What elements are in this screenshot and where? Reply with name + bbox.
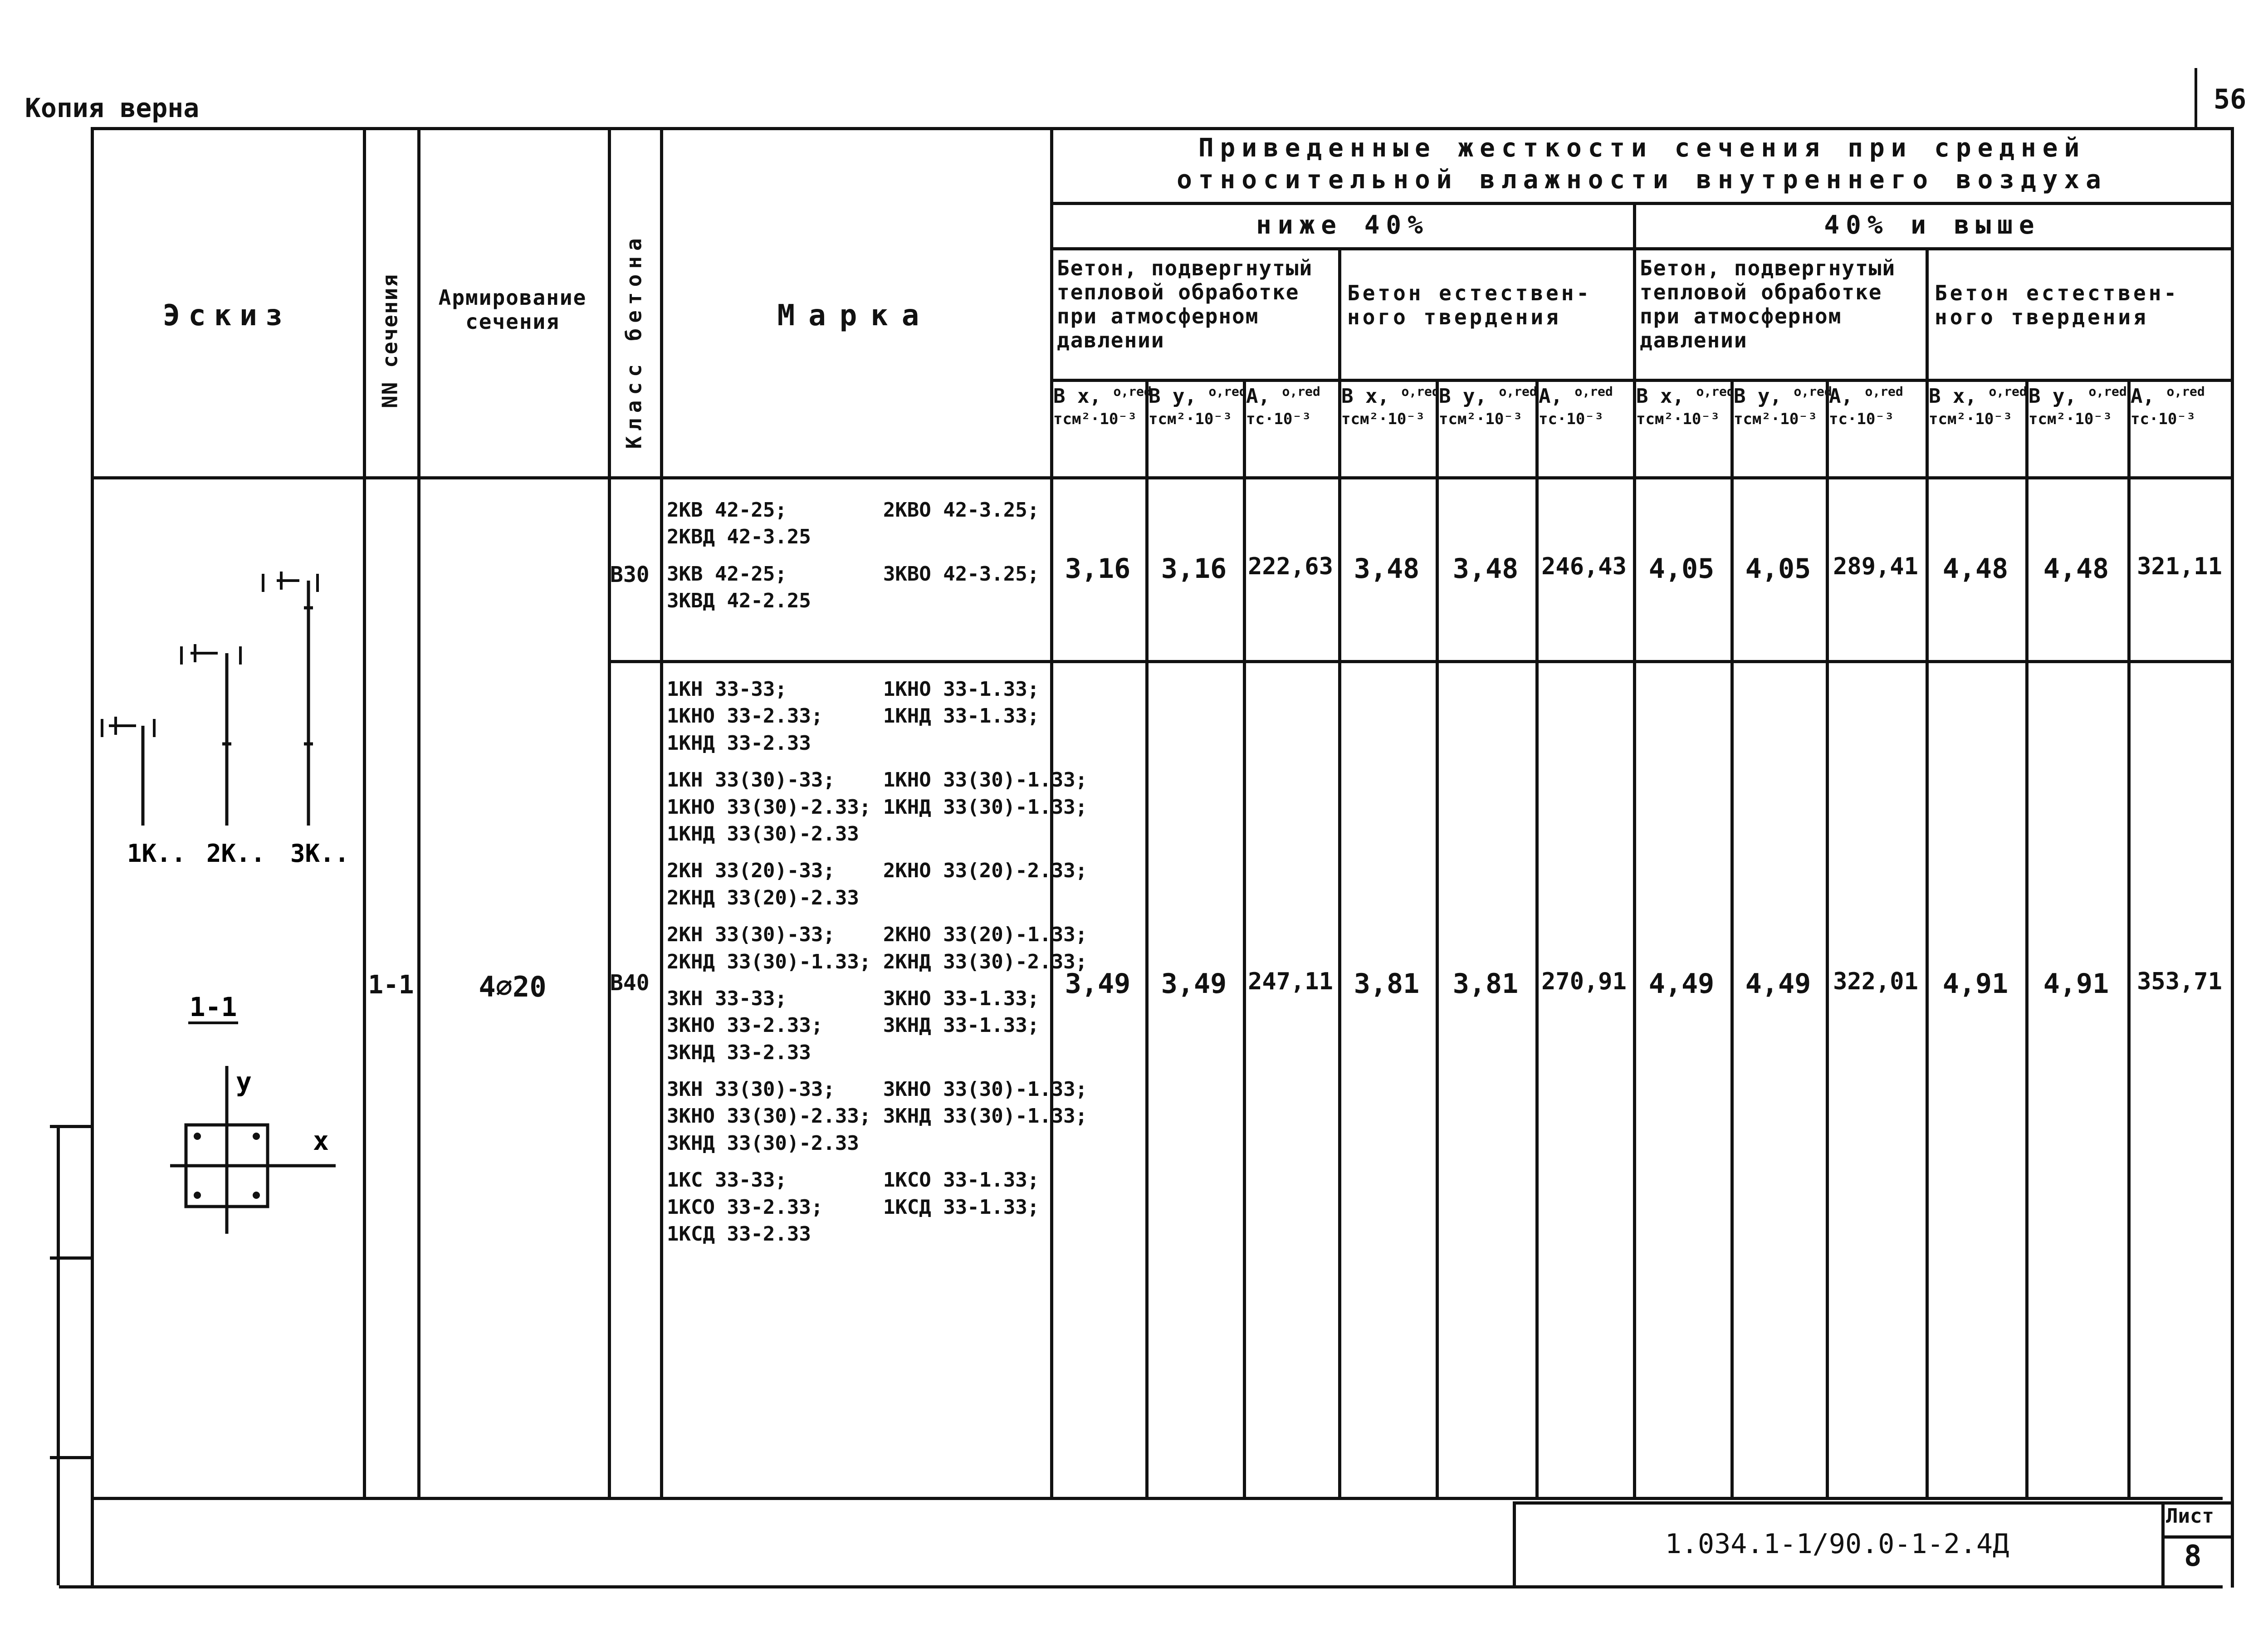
humidity-bottom bbox=[1050, 247, 2234, 250]
unit-header-col-10 bbox=[1929, 383, 2027, 429]
heat-treated-label-1 bbox=[1057, 256, 1313, 352]
unit-superscript: o,red bbox=[1574, 384, 1613, 399]
heat-treated-line-1: Бетон, подвергнутый bbox=[1640, 256, 1896, 280]
natural-label-2 bbox=[1935, 281, 2179, 329]
unit-symbol bbox=[1829, 383, 1903, 409]
stiffness-value: 321,11 bbox=[2137, 553, 2222, 580]
mark-line: 1КСО 33-2.33; 1КСД 33-1.33; bbox=[667, 1195, 1040, 1219]
unit-header-col-4 bbox=[1341, 383, 1440, 429]
heat-treated-line-2: тепловой обработке bbox=[1057, 279, 1300, 304]
unit-superscript: o,red bbox=[1696, 384, 1735, 399]
unit-text: тсм²·10⁻³ bbox=[1439, 410, 1523, 429]
stamp-sheet-label: Лист bbox=[2166, 1505, 2214, 1528]
unit-superscript: o,red bbox=[1989, 384, 2027, 399]
stiffness-value: 4,49 bbox=[1648, 968, 1715, 1000]
stiffness-value: 289,41 bbox=[1833, 553, 1918, 580]
unit-text: тс·10⁻³ bbox=[1539, 410, 1604, 429]
cross-section-drawing bbox=[170, 1066, 336, 1234]
heat-treated-label-2 bbox=[1640, 256, 1896, 352]
unit-superscript: o,red bbox=[2166, 384, 2205, 399]
sketch-section-label: 1-1 bbox=[189, 992, 237, 1022]
unit-symbol bbox=[1246, 383, 1320, 409]
mark-line: 2КНД 33(30)-1.33; 2КНД 33(30)-2.33; bbox=[667, 950, 1088, 973]
unit-superscript: o,red bbox=[1865, 384, 1903, 399]
mark-line: 2КН 33(30)-33; 2КНО 33(20)-1.33; bbox=[667, 923, 1088, 947]
unit-symbol-text: B x, bbox=[1636, 385, 1696, 408]
section-number: 1-1 bbox=[368, 970, 414, 1000]
humidity-above40: 40% и выше bbox=[1824, 210, 2041, 240]
unit-header-col-2 bbox=[1149, 383, 1247, 429]
unit-symbol-text: B y, bbox=[1734, 385, 1794, 408]
mark-line: 2КВ 42-25; 2КВО 42-3.25; bbox=[667, 498, 1040, 522]
heat-treated-line-4: давлении bbox=[1640, 327, 1748, 352]
unit-header-col-5 bbox=[1439, 383, 1537, 429]
stiffness-value: 3,48 bbox=[1452, 553, 1519, 585]
stamp-sheet-line bbox=[2161, 1535, 2232, 1539]
heat-treated-line-3: при атмосферном bbox=[1057, 303, 1259, 328]
unit-symbol bbox=[1539, 383, 1613, 409]
unit-symbol-text: A, bbox=[2131, 385, 2167, 408]
binding-tick-2 bbox=[50, 1256, 91, 1260]
stiffness-value: 222,63 bbox=[1248, 553, 1333, 580]
axis-x-label: x bbox=[313, 1125, 329, 1156]
heat-treated-line-3: при атмосферном bbox=[1640, 303, 1842, 328]
stiffness-value: 353,71 bbox=[2137, 968, 2222, 995]
stiffness-value: 4,91 bbox=[1942, 968, 2009, 1000]
reinforcement-value: 4⌀20 bbox=[479, 970, 547, 1003]
frame-right bbox=[2231, 127, 2234, 1588]
unit-symbol bbox=[1439, 383, 1537, 409]
unit-symbol-text: A, bbox=[1539, 385, 1575, 408]
unit-superscript: o,red bbox=[1794, 384, 1832, 399]
mark-line: 1КН 33(30)-33; 1КНО 33(30)-1.33; bbox=[667, 768, 1088, 792]
frame-bottom-table bbox=[91, 1497, 2223, 1500]
col-sep-v2 bbox=[1243, 379, 1246, 1497]
stiffness-value: 3,49 bbox=[1161, 968, 1227, 1000]
mark-line: 2КН 33(20)-33; 2КНО 33(20)-2.33; bbox=[667, 859, 1088, 883]
natural-line-1: Бетон естествен- bbox=[1935, 281, 2180, 305]
header-bottom bbox=[91, 476, 2234, 479]
unit-header-col-7 bbox=[1636, 383, 1735, 429]
mark-line: 3КНО 33(30)-2.33; 3КНД 33(30)-1.33; bbox=[667, 1104, 1088, 1128]
axis-y-label: y bbox=[236, 1066, 252, 1097]
heat-treated-line-4: давлении bbox=[1057, 327, 1165, 352]
sketch-connector-marks bbox=[102, 572, 318, 737]
frame-bottom bbox=[59, 1585, 2223, 1588]
unit-symbol-text: B x, bbox=[1053, 385, 1114, 408]
stiffness-value: 3,81 bbox=[1452, 968, 1519, 1000]
unit-text: тс·10⁻³ bbox=[1829, 410, 1894, 429]
unit-symbol-text: B y, bbox=[2028, 385, 2089, 408]
unit-symbol bbox=[1053, 383, 1152, 409]
header-concrete-class: Класс бетона bbox=[621, 233, 646, 449]
col-sep-v11 bbox=[2127, 379, 2131, 1497]
binding-line-1 bbox=[57, 1125, 60, 1585]
mark-line: 2КВД 42-3.25 bbox=[667, 525, 811, 549]
stamp-sheet-sep bbox=[2161, 1501, 2165, 1585]
mark-line: 3КНО 33-2.33; 3КНД 33-1.33; bbox=[667, 1014, 1040, 1037]
natural-label-1 bbox=[1347, 281, 1592, 329]
page-number-mark bbox=[2195, 68, 2197, 127]
col-sep-type-1 bbox=[1338, 247, 1341, 1497]
mark-line: 3КН 33-33; 3КНО 33-1.33; bbox=[667, 987, 1040, 1010]
stamp-top bbox=[1513, 1501, 2232, 1505]
unit-text: тсм²·10⁻³ bbox=[2028, 410, 2112, 429]
page-number: 56 bbox=[2214, 83, 2247, 115]
humidity-below40: ниже 40% bbox=[1256, 210, 1429, 240]
unit-header-col-8 bbox=[1734, 383, 1832, 429]
unit-superscript: o,red bbox=[1499, 384, 1537, 399]
unit-text: тсм²·10⁻³ bbox=[1053, 410, 1137, 429]
unit-symbol-text: B y, bbox=[1439, 385, 1499, 408]
stiffness-value: 4,91 bbox=[2043, 968, 2109, 1000]
header-sketch: Эскиз bbox=[162, 299, 291, 332]
sketch-3k-column bbox=[304, 581, 313, 826]
col-sep-v8 bbox=[1826, 379, 1829, 1497]
stiffness-value: 3,16 bbox=[1065, 553, 1131, 585]
natural-line-2: ного твердения bbox=[1935, 304, 2149, 329]
unit-symbol bbox=[1929, 383, 2027, 409]
mark-line: 2КНД 33(20)-2.33 bbox=[667, 886, 859, 909]
natural-line-2: ного твердения bbox=[1347, 304, 1561, 329]
unit-symbol bbox=[1734, 383, 1832, 409]
mark-line: 1КС 33-33; 1КСО 33-1.33; bbox=[667, 1168, 1040, 1192]
stiffness-value: 246,43 bbox=[1541, 553, 1627, 580]
col-sep-type-3 bbox=[1926, 247, 1929, 1497]
marks-b30 bbox=[667, 497, 1039, 615]
binding-tick-1 bbox=[50, 1125, 91, 1128]
stiffness-title-2: относительной влажности внутреннего воздуха bbox=[1177, 165, 2107, 195]
col-sep-v4 bbox=[1436, 379, 1439, 1497]
unit-text: тсм²·10⁻³ bbox=[1149, 410, 1232, 429]
stiffness-value: 4,05 bbox=[1648, 553, 1715, 585]
mark-line: 1КСД 33-2.33 bbox=[667, 1222, 811, 1246]
unit-text: тсм²·10⁻³ bbox=[1636, 410, 1720, 429]
stiffness-value: 3,16 bbox=[1161, 553, 1227, 585]
stiffness-value: 4,48 bbox=[2043, 553, 2109, 585]
col-sep-v10 bbox=[2025, 379, 2028, 1497]
stiffness-value: 322,01 bbox=[1833, 968, 1918, 995]
class-b30: B30 bbox=[610, 562, 650, 587]
mark-line: 3КНД 33-2.33 bbox=[667, 1041, 811, 1064]
mark-line: 1КНД 33-2.33 bbox=[667, 731, 811, 755]
unit-symbol bbox=[1341, 383, 1440, 409]
header-section-no: NN сечения bbox=[377, 273, 402, 408]
stamp-sheet-no: 8 bbox=[2184, 1539, 2202, 1573]
mark-line: 1КНД 33(30)-2.33 bbox=[667, 822, 859, 845]
header-reinforcement-text: Армирование сечения bbox=[438, 285, 587, 334]
sketch-label-1k: 1К.. bbox=[127, 839, 186, 868]
col-sep-v7 bbox=[1730, 379, 1734, 1497]
stiffness-value: 4,05 bbox=[1745, 553, 1811, 585]
stiffness-value: 247,11 bbox=[1248, 968, 1333, 995]
unit-symbol-text: B x, bbox=[1341, 385, 1402, 408]
unit-header-col-3 bbox=[1246, 383, 1320, 429]
unit-header-col-1 bbox=[1053, 383, 1152, 429]
mark-line: 3КН 33(30)-33; 3КНО 33(30)-1.33; bbox=[667, 1078, 1088, 1101]
stiffness-title-1: Приведенные жесткости сечения при средней bbox=[1198, 133, 2086, 163]
binding-tick-3 bbox=[50, 1456, 91, 1459]
mark-line: 1КНО 33-2.33; 1КНД 33-1.33; bbox=[667, 704, 1040, 728]
mark-line: 1КНО 33(30)-2.33; 1КНД 33(30)-1.33; bbox=[667, 795, 1088, 819]
mark-line: 3КВ 42-25; 3КВО 42-3.25; bbox=[667, 562, 1040, 586]
unit-superscript: o,red bbox=[1113, 384, 1152, 399]
unit-symbol bbox=[2028, 383, 2127, 409]
unit-symbol-text: A, bbox=[1246, 385, 1282, 408]
unit-header-col-6 bbox=[1539, 383, 1613, 429]
stamp-left bbox=[1513, 1501, 1516, 1585]
header-mark: Марка bbox=[777, 299, 933, 332]
unit-superscript: o,red bbox=[1282, 384, 1320, 399]
unit-symbol bbox=[2131, 383, 2205, 409]
stiffness-value: 4,48 bbox=[1942, 553, 2009, 585]
column-sketch bbox=[91, 481, 363, 1297]
unit-header-col-11 bbox=[2028, 383, 2127, 429]
stiffness-value: 3,81 bbox=[1354, 968, 1420, 1000]
col-sep-v5 bbox=[1535, 379, 1539, 1497]
stamp-code: 1.034.1-1/90.0-1-2.4Д bbox=[1665, 1528, 2009, 1560]
unit-superscript: o,red bbox=[1401, 384, 1440, 399]
unit-symbol bbox=[1149, 383, 1247, 409]
unit-text: тс·10⁻³ bbox=[1246, 410, 1311, 429]
unit-superscript: o,red bbox=[1208, 384, 1247, 399]
unit-symbol bbox=[1636, 383, 1735, 409]
unit-header-col-9 bbox=[1829, 383, 1903, 429]
header-reinforcement bbox=[422, 286, 603, 334]
unit-symbol-text: B x, bbox=[1929, 385, 1989, 408]
col-sep-reinf bbox=[608, 127, 611, 1497]
group-separator bbox=[610, 660, 2234, 663]
marks-b40 bbox=[667, 676, 1087, 1247]
sketch-2k-column bbox=[222, 653, 231, 826]
unit-symbol-text: A, bbox=[1829, 385, 1865, 408]
unit-text: тсм²·10⁻³ bbox=[1734, 410, 1818, 429]
col-sep-v1 bbox=[1145, 379, 1149, 1497]
col-sep-sketch bbox=[363, 127, 366, 1497]
heat-treated-line-1: Бетон, подвергнутый bbox=[1057, 256, 1313, 280]
frame-top bbox=[91, 127, 2234, 130]
stiffness-value: 270,91 bbox=[1541, 968, 1627, 995]
stiffness-value: 4,49 bbox=[1745, 968, 1811, 1000]
unit-text: тсм²·10⁻³ bbox=[1341, 410, 1425, 429]
col-sep-humidity bbox=[1633, 202, 1636, 1497]
sketch-label-3k: 3К.. bbox=[290, 839, 350, 868]
stiffness-value: 3,49 bbox=[1065, 968, 1131, 1000]
unit-symbol-text: B y, bbox=[1149, 385, 1209, 408]
mark-line: 1КН 33-33; 1КНО 33-1.33; bbox=[667, 678, 1040, 701]
class-b40: B40 bbox=[610, 970, 650, 996]
stiffness-value: 3,48 bbox=[1354, 553, 1420, 585]
mark-line: 3КНД 33(30)-2.33 bbox=[667, 1131, 859, 1155]
mark-line: 3КВД 42-2.25 bbox=[667, 589, 811, 613]
natural-line-1: Бетон естествен- bbox=[1347, 281, 1592, 305]
unit-text: тс·10⁻³ bbox=[2131, 410, 2196, 429]
unit-text: тсм²·10⁻³ bbox=[1929, 410, 2013, 429]
unit-header-col-12 bbox=[2131, 383, 2205, 429]
concrete-type-bottom bbox=[1050, 379, 2234, 382]
unit-superscript: o,red bbox=[2088, 384, 2127, 399]
col-sep-class bbox=[660, 127, 663, 1497]
sketch-label-2k: 2К.. bbox=[206, 839, 266, 868]
heat-treated-line-2: тепловой обработке bbox=[1640, 279, 1882, 304]
copy-note: Копия верна bbox=[25, 93, 200, 123]
col-sep-section bbox=[417, 127, 420, 1497]
stiffness-title-bottom bbox=[1050, 202, 2234, 205]
